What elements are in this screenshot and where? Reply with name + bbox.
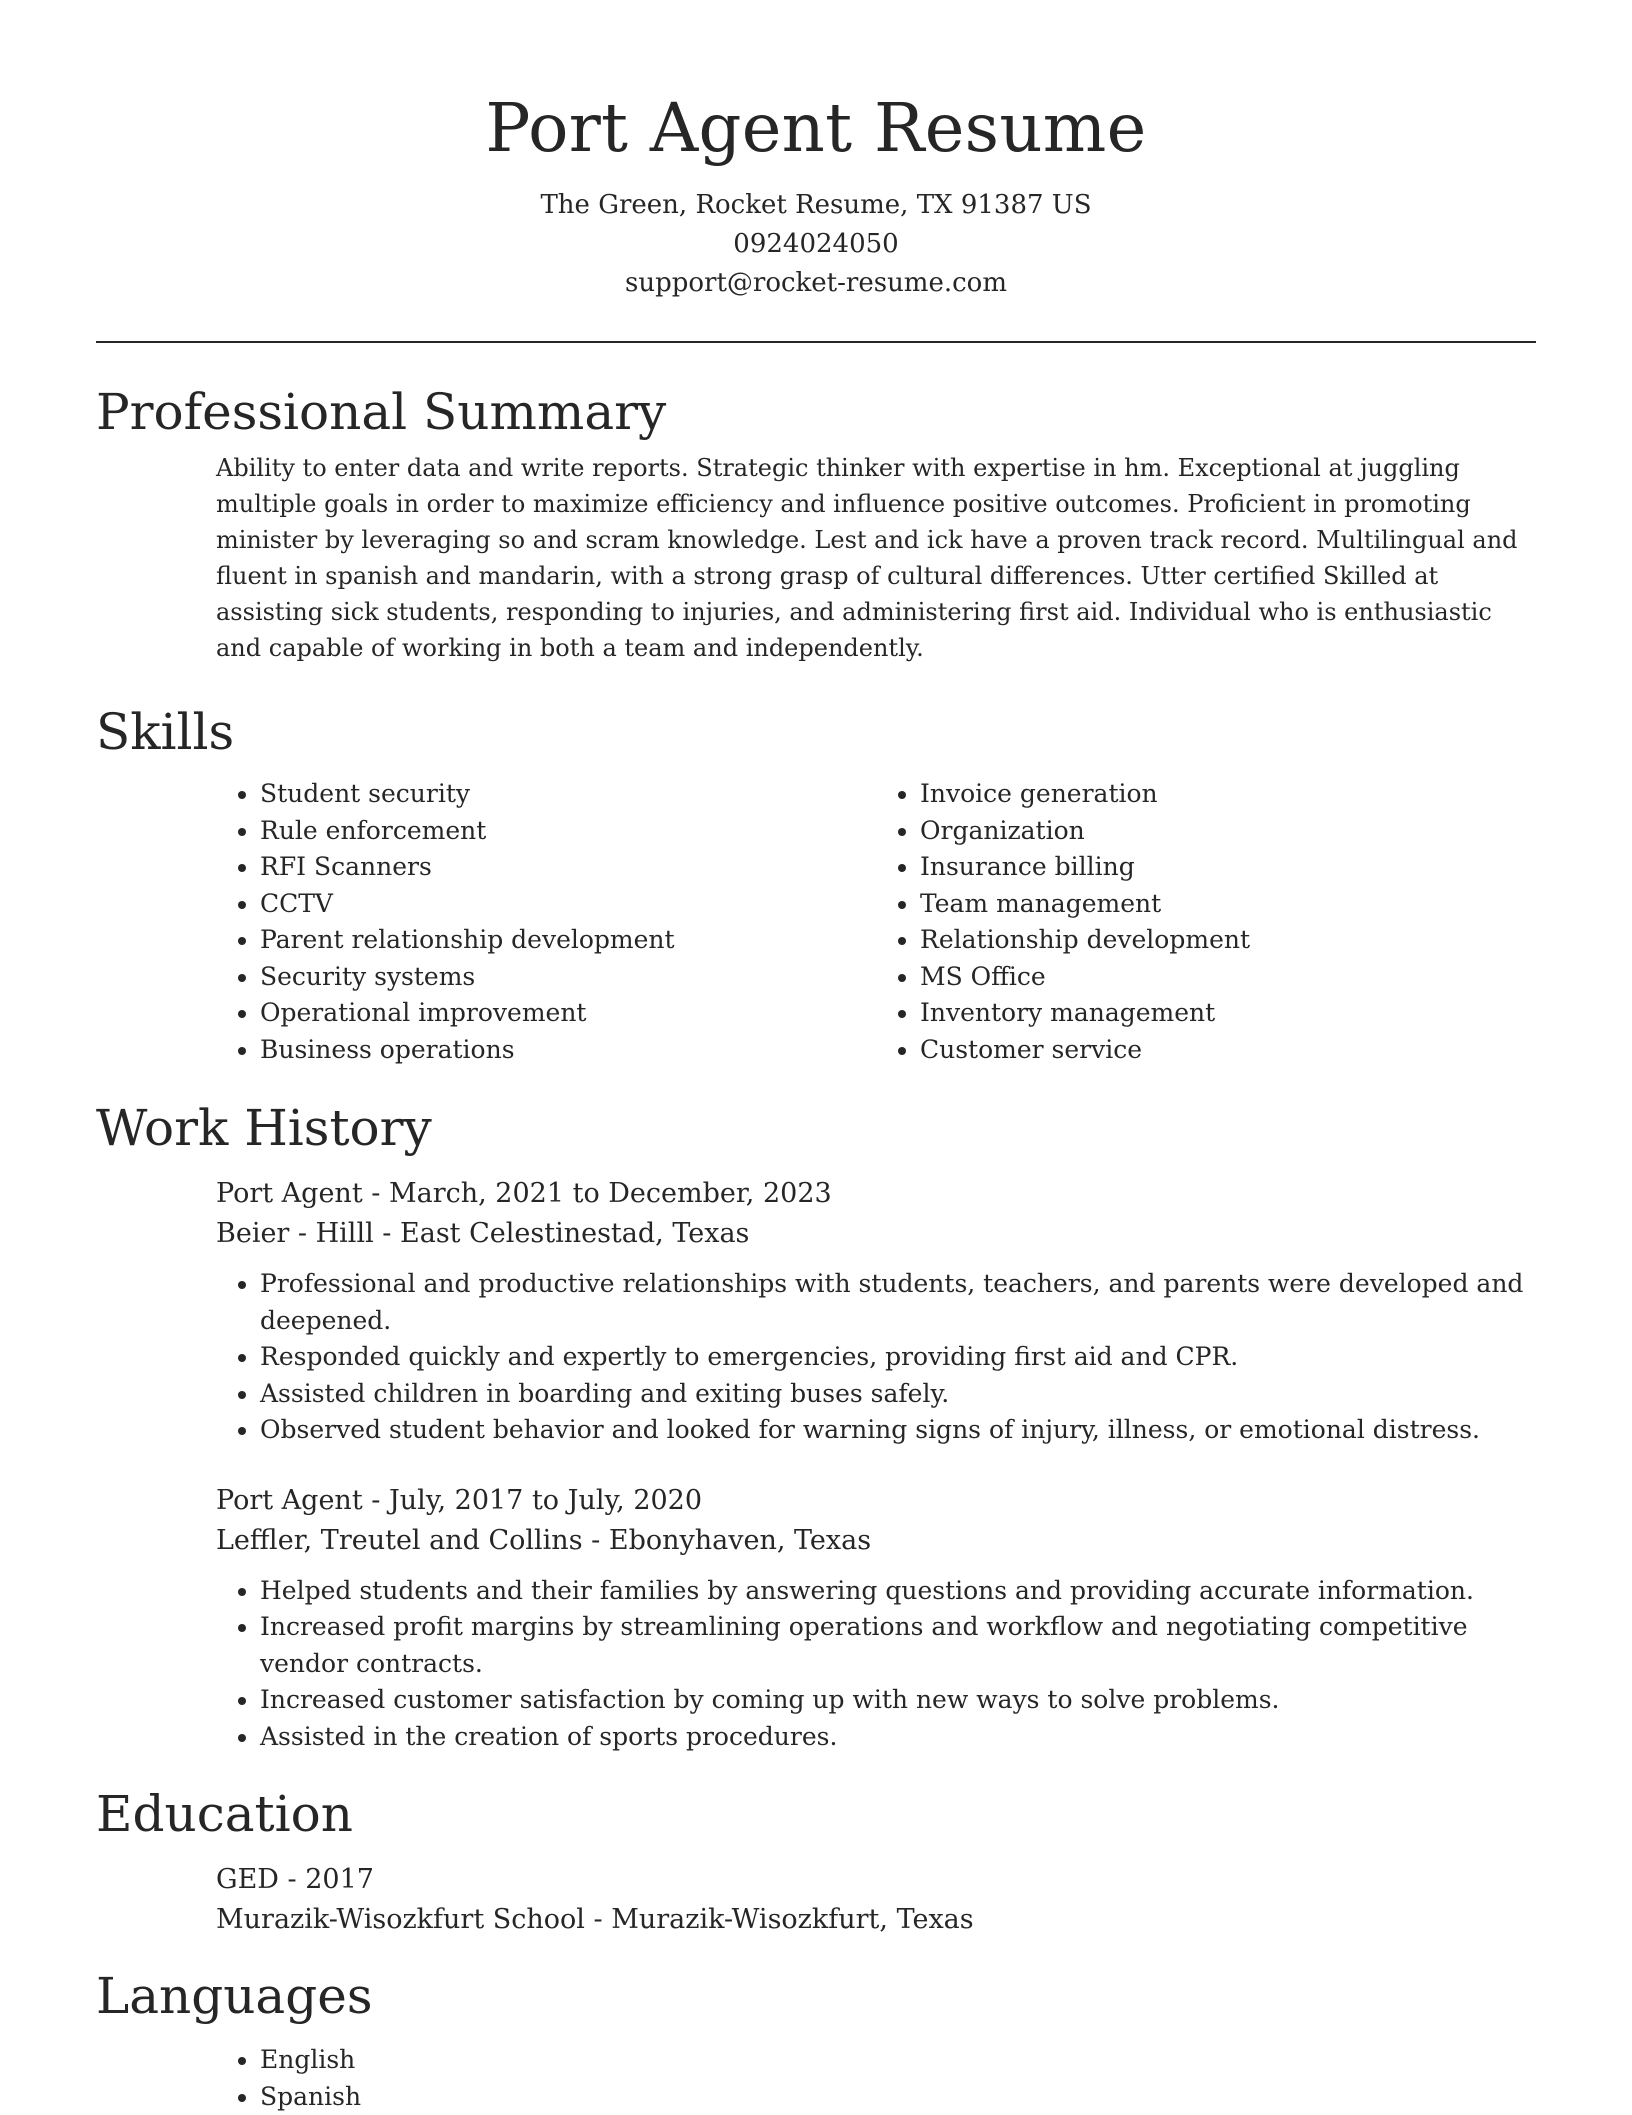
summary-text: Ability to enter data and write reports. Strategic thinker with expertise in hm. Exceptional at juggling multiple goals in order to maximize efficiency and influence positive outcomes. Proficient in promoting minister by leveraging so and scram knowledge. Lest and ick have a proven track record. Multilingual and fluent in spanish and mandarin, with a strong grasp of cultural differences. Utter certified Skilled at assisting sick students, responding to injuries, and administering first aid. Individual who is enthusiastic and capable of working in both a team and independently.	[216, 450, 1536, 666]
skill-item: • CCTV	[260, 886, 876, 923]
education-section	[96, 1782, 1536, 1940]
skill-item: • MS Office	[920, 959, 1536, 996]
education-heading: Education	[96, 1782, 1536, 1846]
skills-list-right	[876, 776, 1536, 1068]
language-item: • Spanish	[260, 2079, 1536, 2115]
skill-item: • Student security	[260, 776, 876, 813]
summary-section	[96, 380, 1536, 666]
skill-item: • Customer service	[920, 1032, 1536, 1069]
work-history-heading: Work History	[96, 1096, 1536, 1160]
job-bullet: • Helped students and their families by answering questions and providing accurate information.	[260, 1573, 1536, 1610]
resume-header	[0, 0, 1632, 303]
education-entry	[216, 1860, 1536, 1940]
contact-block	[0, 186, 1632, 303]
job-dates: March, 2021 to December, 2023	[389, 1178, 832, 1209]
skill-item: • Team management	[920, 886, 1536, 923]
language-item: • English	[260, 2042, 1536, 2079]
job-bullet: • Observed student behavior and looked for warning signs of injury, illness, or emotional distress.	[260, 1412, 1536, 1449]
job-bullet: • Increased customer satisfaction by coming up with new ways to solve problems.	[260, 1682, 1536, 1719]
languages-section	[96, 1964, 1536, 2115]
work-history-section	[96, 1096, 1536, 1755]
skill-item: • Relationship development	[920, 922, 1536, 959]
job-company: Leffler, Treutel and Collins	[216, 1525, 583, 1556]
education-degree-line: GED - 2017	[216, 1860, 1536, 1900]
languages-heading: Languages	[96, 1964, 1536, 2028]
skill-item: • Insurance billing	[920, 849, 1536, 886]
education-location: Murazik-Wisozkfurt, Texas	[611, 1904, 973, 1935]
skills-section	[96, 700, 1536, 1068]
job-company-line: Beier - Hilll - East Celestinestad, Texas	[216, 1214, 1536, 1254]
education-degree: GED	[216, 1864, 279, 1895]
job-company: Beier - Hilll	[216, 1218, 374, 1249]
job-bullets	[216, 1266, 1536, 1449]
header-divider	[96, 341, 1536, 343]
job-company-line: Leffler, Treutel and Collins - Ebonyhaven, Texas	[216, 1521, 1536, 1561]
skill-item: • Inventory management	[920, 995, 1536, 1032]
job-dates: July, 2017 to July, 2020	[389, 1485, 702, 1516]
skill-item: • Invoice generation	[920, 776, 1536, 813]
skill-item: • RFI Scanners	[260, 849, 876, 886]
job-bullet: • Increased profit margins by streamlining operations and workflow and negotiating competitive vendor contracts.	[260, 1609, 1536, 1682]
job-title-line: Port Agent - March, 2021 to December, 2023	[216, 1174, 1536, 1214]
skills-columns	[216, 776, 1536, 1068]
skill-item: • Operational improvement	[260, 995, 876, 1032]
summary-heading: Professional Summary	[96, 380, 1536, 444]
skill-item: • Parent relationship development	[260, 922, 876, 959]
contact-phone: 0924024050	[0, 225, 1632, 264]
contact-address: The Green, Rocket Resume, TX 91387 US	[0, 186, 1632, 225]
skill-item: • Organization	[920, 813, 1536, 850]
job-bullet: • Responded quickly and expertly to emergencies, providing first aid and CPR.	[260, 1339, 1536, 1376]
contact-email: support@rocket-resume.com	[0, 264, 1632, 303]
skills-heading: Skills	[96, 700, 1536, 764]
skill-item: • Security systems	[260, 959, 876, 996]
job-location: Ebonyhaven, Texas	[609, 1525, 871, 1556]
education-year: 2017	[305, 1864, 374, 1895]
job-location: East Celestinestad, Texas	[400, 1218, 749, 1249]
education-school-line: Murazik-Wisozkfurt School - Murazik-Wisozkfurt, Texas	[216, 1900, 1536, 1940]
skill-item: • Rule enforcement	[260, 813, 876, 850]
job-title-line: Port Agent - July, 2017 to July, 2020	[216, 1481, 1536, 1521]
skill-item: • Business operations	[260, 1032, 876, 1069]
job-title: Port Agent	[216, 1485, 363, 1516]
job-title: Port Agent	[216, 1178, 363, 1209]
job-bullet: • Assisted in the creation of sports procedures.	[260, 1719, 1536, 1756]
job-entry	[216, 1174, 1536, 1449]
job-entry	[216, 1481, 1536, 1756]
resume-title: Port Agent Resume	[0, 84, 1632, 172]
education-school: Murazik-Wisozkfurt School	[216, 1904, 585, 1935]
languages-list	[216, 2042, 1536, 2115]
skills-list-left	[216, 776, 876, 1068]
job-bullet: • Assisted children in boarding and exiting buses safely.	[260, 1376, 1536, 1413]
job-bullets	[216, 1573, 1536, 1756]
job-bullet: • Professional and productive relationships with students, teachers, and parents were developed and deepened.	[260, 1266, 1536, 1339]
